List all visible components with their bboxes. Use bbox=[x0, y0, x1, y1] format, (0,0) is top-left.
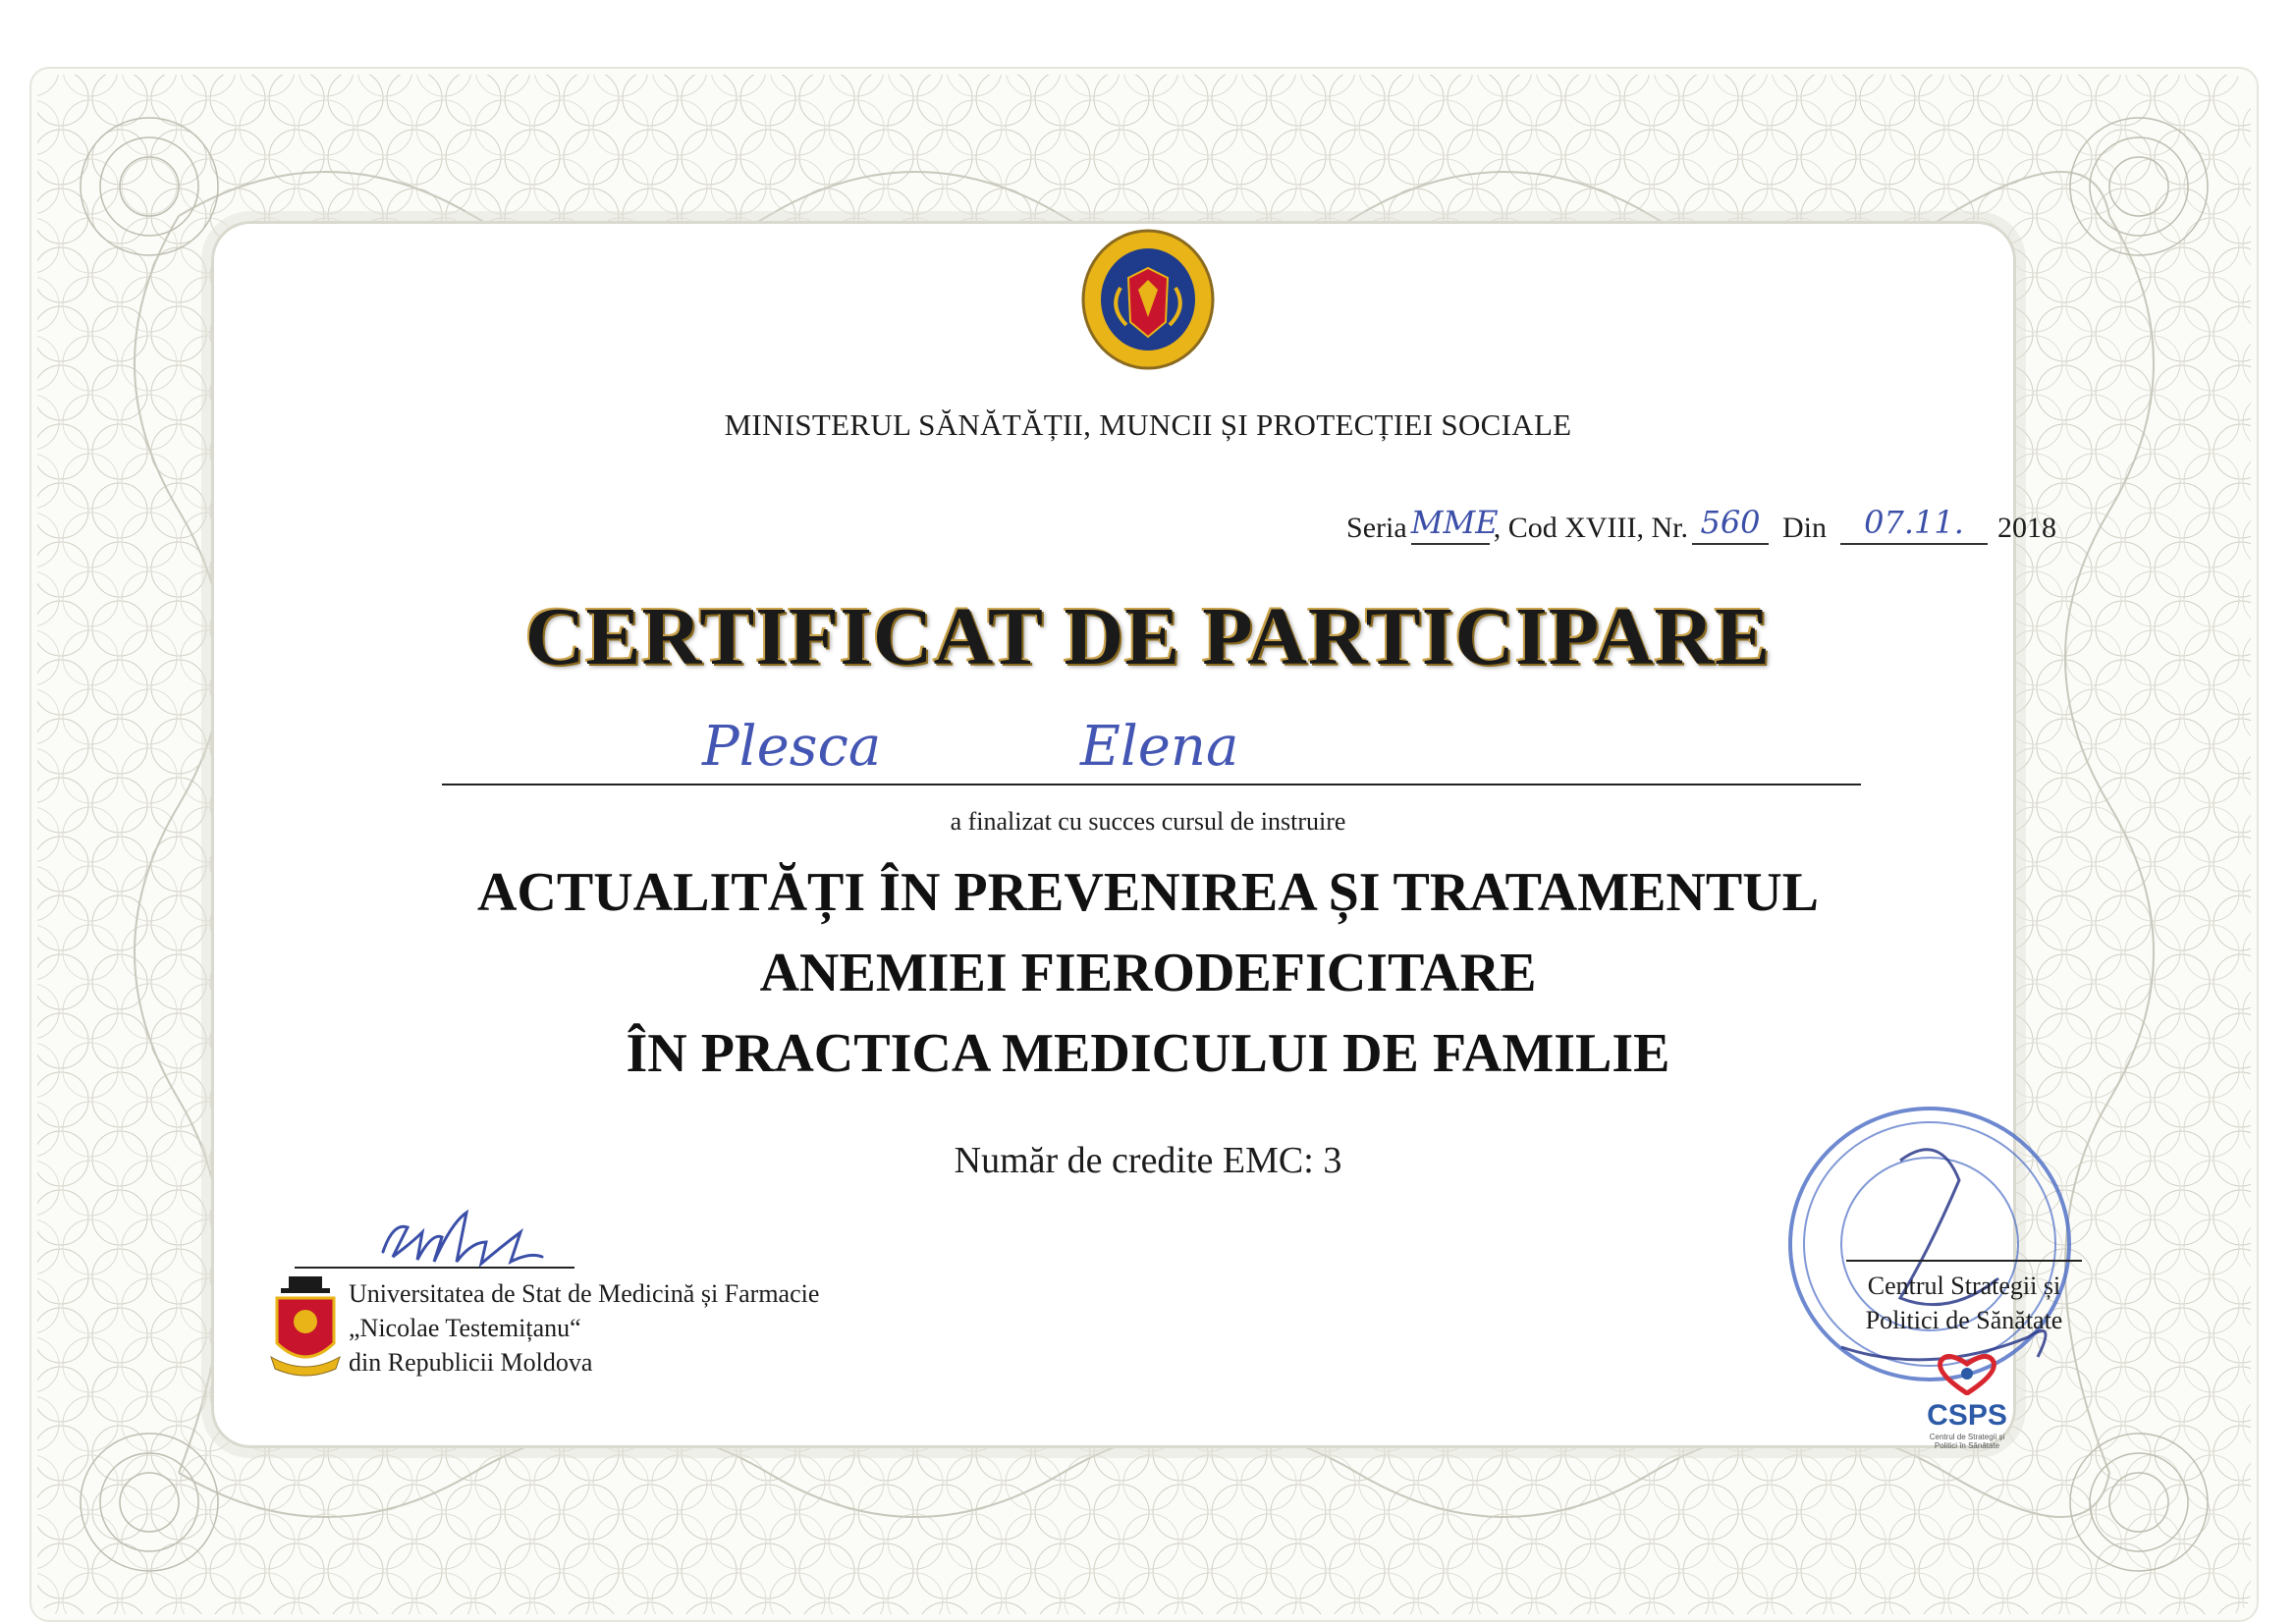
course-title-line-1: ACTUALITĂȚI ÎN PREVENIREA ȘI TRATAMENTUL bbox=[476, 862, 1820, 923]
university-line-3: din Republicii Moldova bbox=[349, 1348, 593, 1377]
university-name bbox=[349, 1276, 819, 1380]
name-underline bbox=[442, 784, 1861, 785]
nr-value: 560 bbox=[1700, 504, 1761, 541]
university-line-2: „Nicolae Testemițanu“ bbox=[349, 1314, 581, 1342]
seria-value: MME bbox=[1410, 504, 1499, 541]
left-signature-icon bbox=[373, 1203, 550, 1272]
csps-logo-text: CSPS bbox=[1927, 1399, 2007, 1432]
government-moldova-emblem-icon bbox=[1079, 229, 1217, 371]
university-crest-icon bbox=[267, 1274, 344, 1380]
course-title-line-3: ÎN PRACTICA MEDICULUI DE FAMILIE bbox=[626, 1023, 1670, 1084]
din-label: Din bbox=[1782, 512, 1827, 544]
csps-name bbox=[1827, 1269, 2102, 1337]
reference-line bbox=[1346, 504, 2056, 545]
seria-field bbox=[1410, 504, 1499, 545]
nr-field bbox=[1692, 504, 1769, 545]
recipient-given-name: Elena bbox=[1080, 715, 1239, 779]
certificate-title: CERTIFICAT DE PARTICIPARE bbox=[524, 591, 1772, 682]
right-signature-line bbox=[1846, 1260, 2082, 1262]
date-value: 07.11. bbox=[1864, 504, 1964, 541]
round-stamp-icon bbox=[1782, 1102, 2077, 1386]
course-title-line-2: ANEMIEI FIERODEFICITARE bbox=[759, 943, 1537, 1003]
finalized-text: a finalizat cu succes cursul de instruire bbox=[950, 807, 1346, 836]
university-line-1: Universitatea de Stat de Medicină și Farmacie bbox=[349, 1279, 820, 1308]
csps-logo-subtext-2: Politici în Sănătate bbox=[1934, 1441, 2000, 1450]
year: 2018 bbox=[1997, 512, 2056, 544]
credits-text: Număr de credite EMC: 3 bbox=[954, 1140, 1342, 1181]
recipient-surname: Plesca bbox=[702, 715, 882, 779]
csps-line-1: Centrul Strategii și bbox=[1867, 1272, 2061, 1300]
csps-logo bbox=[1913, 1350, 2021, 1450]
csps-line-2: Politici de Sănătate bbox=[1865, 1306, 2063, 1334]
csps-logo-subtext-1: Centrul de Strategii și bbox=[1929, 1433, 2005, 1441]
date-field bbox=[1840, 504, 1988, 545]
cod-label: , Cod XVIII, Nr. bbox=[1493, 512, 1688, 544]
seria-label: Seria bbox=[1346, 512, 1407, 544]
ministry-name: MINISTERUL SĂNĂTĂȚII, MUNCII ȘI PROTECȚIEI SOCIALE bbox=[724, 407, 1572, 442]
csps-heart-logo-icon bbox=[1933, 1350, 2001, 1395]
left-signature-line bbox=[295, 1267, 574, 1269]
course-title bbox=[0, 852, 2296, 1094]
